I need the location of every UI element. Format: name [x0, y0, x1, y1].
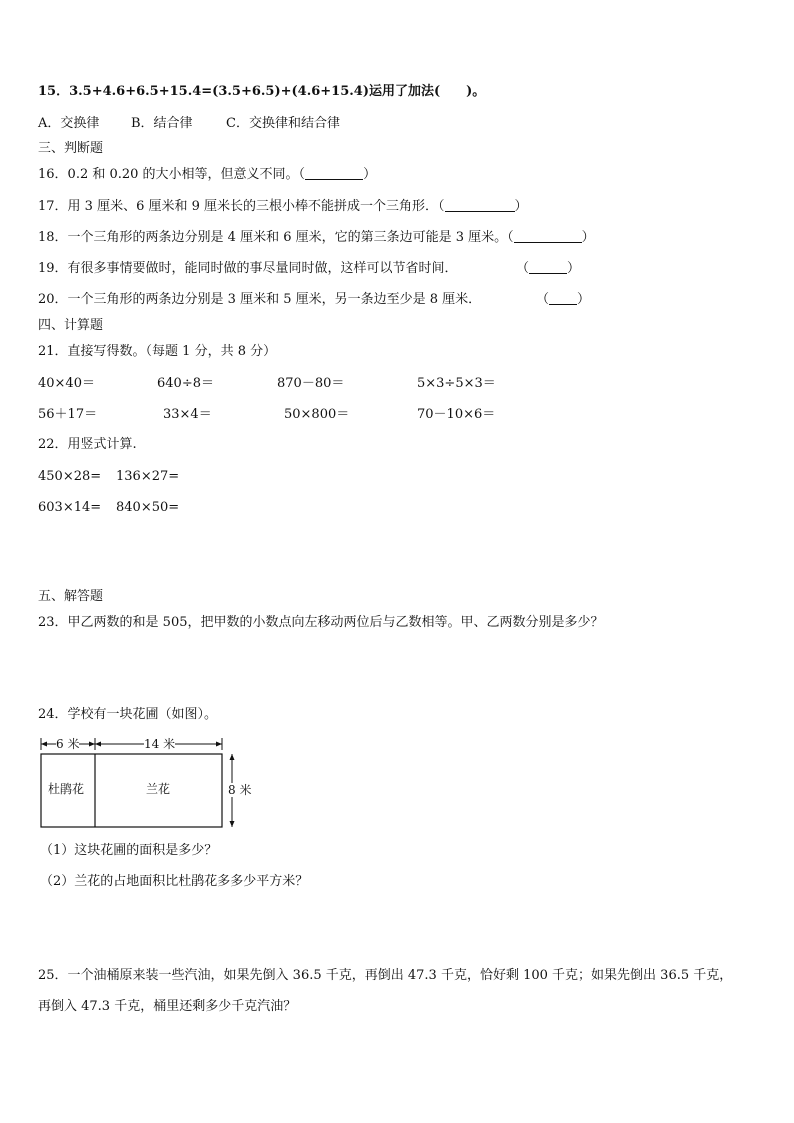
question-25-line-2: 再倒入 47.3 千克，桶里还剩多少千克汽油？ — [38, 999, 297, 1014]
calc-item: 40×40＝ — [38, 376, 95, 391]
question-18-text: 18．一个三角形的两条边分别是 4 厘米和 6 厘米，它的第三条边可能是 3 厘米。（ — [38, 230, 514, 245]
question-19-answer: （ ） — [516, 261, 581, 276]
question-21: 21．直接写得数。（每题 1 分，共 8 分） — [38, 344, 277, 359]
question-15-text: 3.5+4.6+6.5+15.4=(3.5+6.5)+(4.6+15.4)运用了加法( )。 — [69, 84, 486, 99]
question-16-close: ） — [363, 167, 377, 182]
dimension-label-left-width: 6 米 — [56, 737, 80, 751]
question-16 — [38, 167, 376, 183]
calc-item: 33×4＝ — [163, 407, 212, 422]
calc-item: 50×800＝ — [284, 407, 350, 422]
vertical-calc-item: 603×14= — [38, 500, 102, 515]
answer-blank[interactable] — [549, 292, 577, 305]
question-24-part-1: （1）这块花圃的面积是多少？ — [40, 843, 218, 858]
option-b: B．结合律 — [131, 116, 193, 131]
vertical-calc-item: 136×27= — [116, 469, 180, 484]
calc-item: 5×3÷5×3＝ — [417, 376, 496, 391]
dimension-label-right-width: 14 米 — [144, 737, 176, 751]
vertical-calc-item: 840×50= — [116, 500, 180, 515]
question-24: 24．学校有一块花圃（如图）。 — [38, 707, 218, 722]
question-18-close: ） — [581, 230, 595, 245]
option-c: C．交换律和结合律 — [226, 116, 340, 131]
question-17 — [38, 199, 528, 215]
question-17-close: ） — [514, 199, 528, 214]
option-a: A．交换律 — [38, 116, 100, 131]
question-25-line-1: 25．一个油桶原来装一些汽油，如果先倒入 36.5 千克，再倒出 47.3 千克，恰好剩 100 千克；如果先倒出 36.5 千克， — [38, 968, 733, 983]
answer-blank[interactable] — [445, 199, 515, 212]
question-15 — [38, 84, 485, 100]
calc-item: 640÷8＝ — [157, 376, 214, 391]
region-label-azalea: 杜鹃花 — [48, 782, 85, 796]
calc-item: 70－10×6＝ — [417, 407, 496, 422]
answer-blank[interactable] — [514, 230, 582, 243]
answer-blank[interactable] — [305, 167, 363, 180]
question-24-part-2: （2）兰花的占地面积比杜鹃花多多少平方米？ — [40, 874, 309, 889]
question-17-text: 17．用 3 厘米、6 厘米和 9 厘米长的三根小棒不能拼成一个三角形．（ — [38, 199, 445, 214]
flower-bed-diagram — [38, 734, 252, 830]
question-19 — [38, 261, 458, 277]
question-20-text: 20．一个三角形的两条边分别是 3 厘米和 5 厘米，另一条边至少是 8 厘米． — [38, 292, 482, 307]
answer-blank[interactable] — [529, 261, 567, 274]
section-heading-calculation: 四、计算题 — [38, 318, 104, 333]
question-23: 23．甲乙两数的和是 505，把甲数的小数点向左移动两位后与乙数相等。甲、乙两数分别是多少？ — [38, 615, 604, 630]
region-label-orchid: 兰花 — [146, 782, 171, 796]
question-20 — [38, 292, 481, 308]
question-15-number: 15． — [38, 84, 70, 99]
section-heading-judgement: 三、判断题 — [38, 141, 104, 156]
question-16-text: 16．0.2 和 0.20 的大小相等，但意义不同。（ — [38, 167, 306, 182]
section-heading-word-problems: 五、解答题 — [38, 589, 104, 604]
question-18 — [38, 230, 595, 246]
question-19-text: 19．有很多事情要做时，能同时做的事尽量同时做，这样可以节省时间． — [38, 261, 458, 276]
vertical-calc-item: 450×28= — [38, 469, 102, 484]
calc-item: 56＋17＝ — [38, 407, 98, 422]
calc-item: 870－80＝ — [277, 376, 345, 391]
dimension-label-height: 8 米 — [228, 783, 252, 797]
question-20-answer: （ ） — [536, 292, 591, 307]
question-22: 22．用竖式计算. — [38, 437, 137, 452]
